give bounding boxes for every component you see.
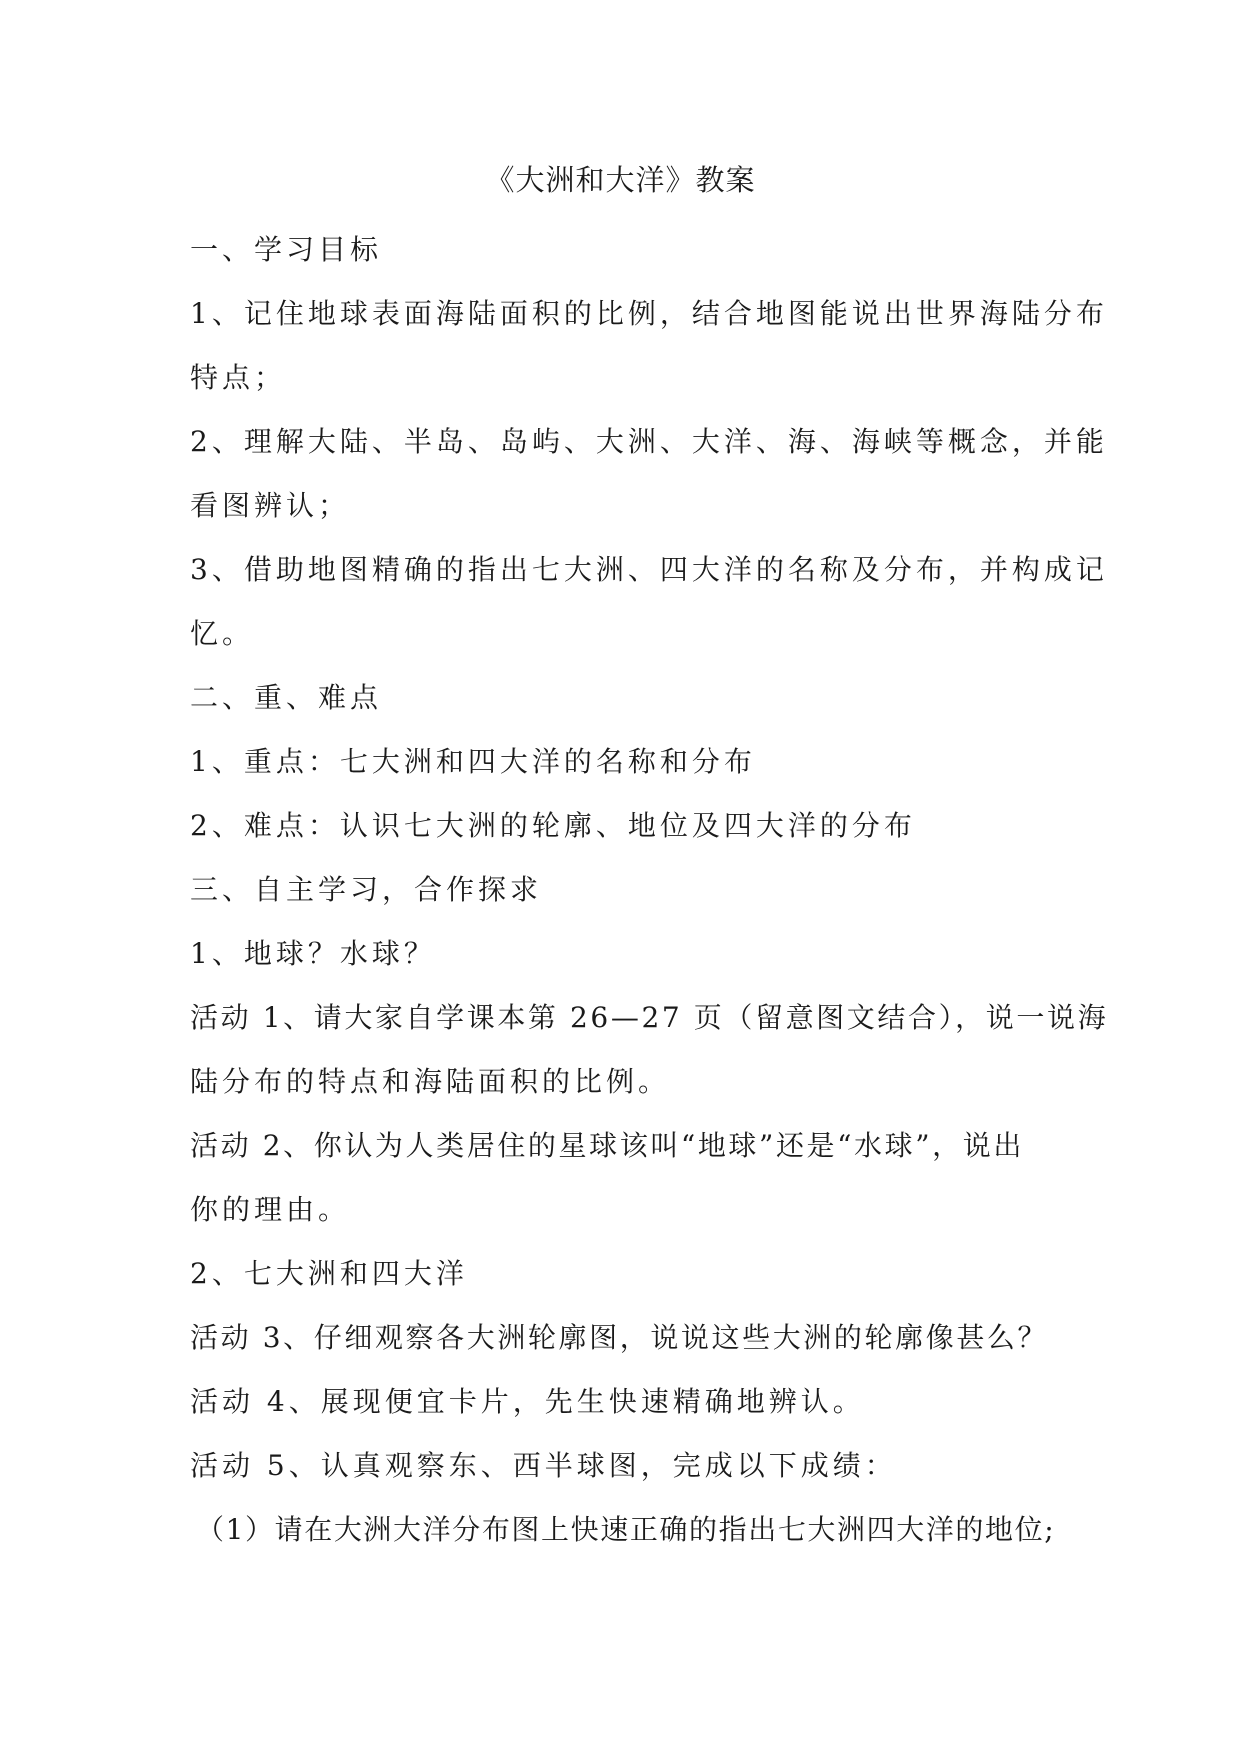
paragraph-line: 活动 2、你认为人类居住的星球该叫“地球”还是“水球”，说出 (190, 1129, 1024, 1162)
paragraph-line: 活动 4、展现便宜卡片，先生快速精确地辨认。 (190, 1385, 865, 1418)
paragraph-line: 2、七大洲和四大洋 (190, 1257, 468, 1290)
paragraph-line: 忆。 (190, 617, 255, 650)
paragraph-line: 1、记住地球表面海陆面积的比例，结合地图能说出世界海陆分布 (190, 297, 1108, 330)
paragraph-line: 你的理由。 (190, 1193, 351, 1226)
paragraph-line: 陆分布的特点和海陆面积的比例。 (190, 1065, 671, 1098)
paragraph-line: 2、难点：认识七大洲的轮廓、地位及四大洋的分布 (190, 809, 916, 842)
paragraph-line: 看图辨认； (190, 489, 351, 522)
paragraph-line: 1、重点：七大洲和四大洋的名称和分布 (190, 745, 756, 778)
paragraph-line: （1）请在大洲大洋分布图上快速正确的指出七大洲四大洋的地位; (196, 1513, 1056, 1546)
paragraph-line: 1、地球？水球？ (190, 937, 436, 970)
paragraph-line: 特点； (190, 361, 287, 394)
paragraph-line: 活动 3、仔细观察各大洲轮廓图，说说这些大洲的轮廓像甚么？ (190, 1321, 1049, 1354)
section-heading-self-study: 三、自主学习，合作探求 (190, 873, 543, 906)
section-heading-key-points: 二、重、难点 (190, 681, 383, 714)
paragraph-line: 活动 1、请大家自学课本第 26—27 页（留意图文结合），说一说海 (190, 1001, 1109, 1034)
paragraph-line: 3、借助地图精确的指出七大洲、四大洋的名称及分布，并构成记 (190, 553, 1108, 586)
paragraph-line: 2、理解大陆、半岛、岛屿、大洲、大洋、海、海峡等概念，并能 (190, 425, 1108, 458)
section-heading-objectives: 一、学习目标 (190, 233, 383, 266)
page-title: 《大洲和大洋》教案 (485, 163, 756, 197)
paragraph-line: 活动 5、认真观察东、西半球图，完成以下成绩： (190, 1449, 897, 1482)
